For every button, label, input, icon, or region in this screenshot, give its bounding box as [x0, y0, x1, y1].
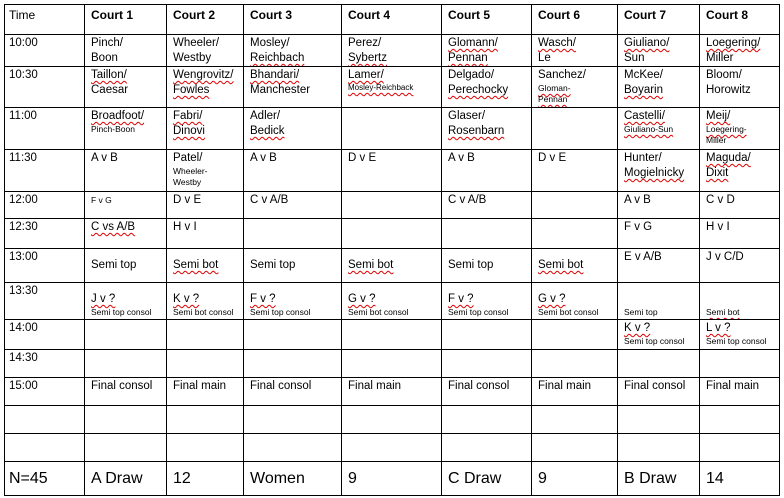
match-note: Semi bot consol [348, 307, 409, 317]
blank-row [5, 434, 780, 462]
slot-cell [700, 350, 780, 378]
header-court-1: Court 1 [85, 5, 167, 35]
player-line: Lamer/ [348, 69, 384, 81]
match-line: H v I [173, 221, 197, 233]
row-1200 [5, 192, 780, 219]
slot-cell [85, 320, 167, 350]
slot-cell [700, 67, 780, 108]
header-time: Time [5, 5, 85, 35]
match-line: E v A/B [624, 251, 662, 263]
footer-cell: A Draw [85, 462, 167, 496]
footer-cell: Women [244, 462, 342, 496]
player-line: Perez/ [348, 37, 382, 49]
slot-cell [618, 108, 700, 150]
match-line: F v G [624, 221, 653, 233]
header-court-2: Court 2 [167, 5, 244, 35]
match-line: A v B [448, 152, 475, 164]
match-line: Final main [173, 380, 227, 392]
slot-cell [85, 350, 167, 378]
row-1500 [5, 378, 780, 406]
footer-cell: C Draw [442, 462, 532, 496]
player-line: Sybertz [348, 52, 387, 64]
court-schedule-table [4, 4, 780, 496]
slot-cell [700, 378, 780, 406]
player-line: Loegering/ [706, 37, 761, 49]
header-court-7: Court 7 [618, 5, 700, 35]
match-line: Semi top [250, 259, 296, 271]
player-line: Pinch/ [91, 37, 123, 49]
slot-cell [532, 350, 618, 378]
match-note: Semi top consol [250, 307, 311, 317]
slot-cell [442, 35, 532, 67]
slot-cell [700, 35, 780, 67]
slot-cell [244, 378, 342, 406]
player-line: Westby [173, 177, 202, 187]
match-note: Semi bot consol [538, 307, 599, 317]
match-line: F v ? [448, 293, 474, 305]
match-line: A v B [91, 152, 118, 164]
slot-cell [244, 67, 342, 108]
player-line: Delgado/ [448, 69, 495, 81]
player-line: Fabri/ [173, 110, 203, 122]
slot-cell [85, 378, 167, 406]
match-line: D v E [173, 194, 202, 206]
match-line: L v ? [706, 322, 731, 334]
match-line: G v ? [348, 293, 376, 305]
match-line: Final consol [91, 380, 153, 392]
player-line: Broadfoot/ [91, 110, 145, 122]
player-line: Meij/ [706, 110, 731, 122]
header-court-6: Court 6 [532, 5, 618, 35]
match-line: D v E [538, 152, 567, 164]
match-line: Semi bot [348, 259, 394, 271]
slot-cell [85, 35, 167, 67]
match-note: Semi top [624, 307, 658, 317]
slot-cell [244, 108, 342, 150]
slot-cell [442, 378, 532, 406]
footer-cell: 9 [532, 462, 618, 496]
slot-cell [167, 67, 244, 108]
player-line: Mosley/ [250, 37, 290, 49]
footer-cell: 9 [342, 462, 442, 496]
slot-cell [532, 219, 618, 249]
slot-cell [442, 67, 532, 108]
player-line: Dinovi [173, 125, 205, 137]
slot-cell [167, 320, 244, 350]
player-line: Manchester [250, 84, 311, 96]
slot-cell [244, 35, 342, 67]
slot-cell [618, 67, 700, 108]
time-cell: 15:00 [5, 378, 85, 406]
player-line: McKee/ [624, 69, 663, 81]
player-line: Loegering- [706, 124, 747, 134]
player-line: Pinch-Boon [91, 124, 135, 134]
match-line: Final consol [250, 380, 312, 392]
footer-total: N=45 [5, 462, 85, 496]
time-cell: 14:30 [5, 350, 85, 378]
slot-cell [442, 219, 532, 249]
slot-cell [442, 350, 532, 378]
slot-cell [442, 320, 532, 350]
slot-cell [167, 219, 244, 249]
slot-cell [244, 150, 342, 192]
player-line: Wheeler- [173, 166, 208, 176]
slot-cell [244, 320, 342, 350]
slot-cell [85, 67, 167, 108]
header-court-3: Court 3 [244, 5, 342, 35]
time-cell: 11:00 [5, 108, 85, 150]
time-cell: 13:30 [5, 283, 85, 320]
slot-cell [85, 249, 167, 283]
slot-cell [244, 219, 342, 249]
player-line: Bloom/ [706, 69, 742, 81]
slot-cell [442, 283, 532, 320]
slot-cell [167, 283, 244, 320]
slot-cell [532, 283, 618, 320]
match-line: C v A/B [250, 194, 289, 206]
match-line: C vs A/B [91, 221, 136, 233]
slot-cell [342, 378, 442, 406]
player-line: Miller [706, 52, 734, 64]
match-note: Semi top consol [448, 307, 509, 317]
match-line: Semi top [448, 259, 494, 271]
footer-cell: 14 [700, 462, 780, 496]
slot-cell [532, 67, 618, 108]
slot-cell [342, 192, 442, 219]
time-cell: 10:30 [5, 67, 85, 108]
match-line: F v G [91, 195, 112, 205]
slot-cell [700, 108, 780, 150]
slot-cell [700, 283, 780, 320]
slot-cell [532, 378, 618, 406]
match-line: A v B [250, 152, 277, 164]
match-line: C v A/B [448, 194, 487, 206]
blank-row [5, 406, 780, 434]
header-row [5, 5, 780, 35]
match-note: Semi top consol [624, 336, 685, 346]
player-line: Dixit [706, 167, 729, 179]
match-line: A v B [624, 194, 651, 206]
slot-cell [342, 320, 442, 350]
slot-cell [244, 350, 342, 378]
player-line: Mogielnicky [624, 167, 685, 179]
slot-cell [342, 219, 442, 249]
header-court-8: Court 8 [700, 5, 780, 35]
slot-cell [532, 35, 618, 67]
row-1430 [5, 350, 780, 378]
row-1100 [5, 108, 780, 150]
slot-cell [342, 150, 442, 192]
player-line: Caesar [91, 84, 129, 96]
player-line: Taillon/ [91, 69, 127, 81]
player-line: Gloman- [538, 83, 571, 93]
player-line: Le [538, 52, 551, 64]
time-cell: 11:30 [5, 150, 85, 192]
match-note: Semi bot [706, 307, 740, 317]
slot-cell [342, 67, 442, 108]
time-cell: 13:00 [5, 249, 85, 283]
player-line: Wengrovitz/ [173, 69, 234, 81]
slot-cell [85, 192, 167, 219]
player-line: Wasch/ [538, 37, 576, 49]
slot-cell [618, 283, 700, 320]
slot-cell [167, 378, 244, 406]
time-cell: 12:30 [5, 219, 85, 249]
match-line: Final main [538, 380, 592, 392]
player-line: Glomann/ [448, 37, 498, 49]
match-note: Semi bot consol [173, 307, 234, 317]
match-line: J v C/D [706, 251, 744, 263]
match-line: K v ? [624, 322, 651, 334]
slot-cell [618, 192, 700, 219]
slot-cell [532, 108, 618, 150]
slot-cell [85, 219, 167, 249]
slot-cell [618, 150, 700, 192]
player-line: Glaser/ [448, 110, 486, 122]
match-line: J v ? [91, 293, 116, 305]
header-court-5: Court 5 [442, 5, 532, 35]
player-line: Boyarin [624, 84, 663, 96]
slot-cell [167, 35, 244, 67]
match-line: G v ? [538, 293, 566, 305]
match-line: Final main [348, 380, 402, 392]
player-line: Maguda/ [706, 152, 751, 164]
player-line: Pennan [448, 52, 488, 64]
footer-cell: B Draw [618, 462, 700, 496]
slot-cell [700, 150, 780, 192]
slot-cell [532, 249, 618, 283]
player-line: Giuliano/ [624, 37, 670, 49]
slot-cell [167, 249, 244, 283]
header-court-4: Court 4 [342, 5, 442, 35]
slot-cell [532, 320, 618, 350]
slot-cell [532, 192, 618, 219]
slot-cell [85, 108, 167, 150]
slot-cell [85, 283, 167, 320]
slot-cell [167, 108, 244, 150]
player-line: Castelli/ [624, 110, 665, 122]
player-line: Mosley-Reichback [348, 83, 414, 92]
slot-cell [618, 249, 700, 283]
match-line: K v ? [173, 293, 200, 305]
match-note: Semi top consol [706, 336, 767, 346]
slot-cell [618, 350, 700, 378]
match-line: D v E [348, 152, 377, 164]
time-cell: 14:00 [5, 320, 85, 350]
match-line: Semi top [91, 259, 137, 271]
time-cell: 10:00 [5, 35, 85, 67]
player-line: Fowles [173, 84, 210, 96]
player-line: Rosenbarn [448, 125, 505, 137]
slot-cell [342, 108, 442, 150]
slot-cell [167, 150, 244, 192]
slot-cell [244, 283, 342, 320]
slot-cell [442, 249, 532, 283]
slot-cell [700, 219, 780, 249]
slot-cell [442, 108, 532, 150]
player-line: Bedick [250, 125, 285, 137]
slot-cell [700, 320, 780, 350]
slot-cell [167, 350, 244, 378]
row-1400 [5, 320, 780, 350]
row-1130 [5, 150, 780, 192]
player-line: Sanchez/ [538, 69, 586, 81]
player-line: Bhandari/ [250, 69, 300, 81]
row-1030 [5, 67, 780, 108]
match-line: Final main [706, 380, 760, 392]
slot-cell [342, 35, 442, 67]
match-line: Semi bot [173, 259, 219, 271]
player-line: Adler/ [250, 110, 281, 122]
slot-cell [85, 150, 167, 192]
player-line: Patel/ [173, 152, 203, 164]
slot-cell [244, 249, 342, 283]
player-line: Boon [91, 52, 118, 64]
slot-cell [442, 150, 532, 192]
row-1330 [5, 283, 780, 320]
player-line: Hunter/ [624, 152, 662, 164]
row-1300 [5, 249, 780, 283]
slot-cell [700, 249, 780, 283]
slot-cell [700, 192, 780, 219]
slot-cell [342, 283, 442, 320]
slot-cell [342, 249, 442, 283]
player-line: Reichbach [250, 52, 305, 64]
match-note: Semi top consol [91, 307, 152, 317]
slot-cell [618, 219, 700, 249]
time-cell: 12:00 [5, 192, 85, 219]
player-line: Sun [624, 52, 645, 64]
player-line: Giuliano-Sun [624, 124, 674, 134]
slot-cell [532, 150, 618, 192]
slot-cell [618, 35, 700, 67]
player-line: Pennan [538, 94, 568, 104]
player-line: Westby [173, 52, 212, 64]
player-line: Horowitz [706, 84, 751, 96]
match-line: Final consol [448, 380, 510, 392]
match-line: C v D [706, 194, 735, 206]
footer-cell: 12 [167, 462, 244, 496]
match-line: Final consol [624, 380, 686, 392]
player-line: Wheeler/ [173, 37, 220, 49]
slot-cell [244, 192, 342, 219]
row-1000 [5, 35, 780, 67]
slot-cell [618, 378, 700, 406]
match-line: Semi bot [538, 259, 584, 271]
match-line: F v ? [250, 293, 276, 305]
slot-cell [442, 192, 532, 219]
row-1230 [5, 219, 780, 249]
footer-row [5, 462, 780, 496]
player-line: Perechocky [448, 84, 509, 96]
slot-cell [342, 350, 442, 378]
slot-cell [618, 320, 700, 350]
slot-cell [167, 192, 244, 219]
player-line: Miller [706, 135, 727, 145]
match-line: H v I [706, 221, 730, 233]
